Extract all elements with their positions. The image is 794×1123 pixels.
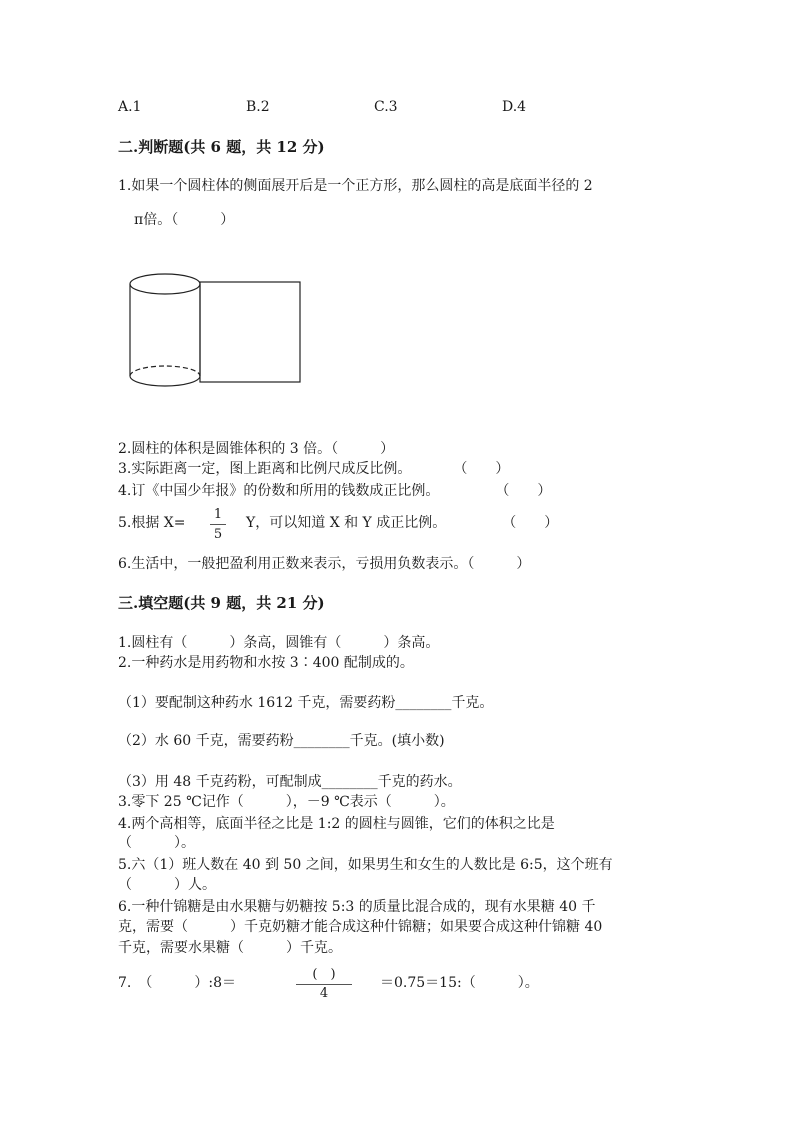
- s2-q5-fraction-bar: [210, 524, 226, 525]
- option-c: C.3: [374, 99, 398, 115]
- s3-q1: 1.圆柱有（ ）条高，圆锥有（ ）条高。: [118, 635, 440, 651]
- s3-q2-2: （2）水 60 千克，需要药粉________千克。(填小数): [118, 733, 445, 749]
- s3-q5-line1: 5.六（1）班人数在 40 到 50 之间，如果男生和女生的人数比是 6:5，这个班有: [118, 857, 613, 873]
- s2-q3: 3.实际距离一定，图上距离和比例尺成反比例。 （ ）: [118, 461, 510, 477]
- s2-q6: 6.生活中，一般把盈利用正数来表示，亏损用负数表示。（ ）: [118, 556, 531, 572]
- s2-q5-prefix: 5.根据 X=: [118, 515, 186, 531]
- section3-title: 三.填空题(共 9 题，共 21 分): [118, 594, 325, 612]
- s2-q5-fraction-denominator: 5: [213, 527, 223, 542]
- s3-q2: 2.一种药水是用药物和水按 3∶400 配制成的。: [118, 655, 414, 671]
- s3-q5-line2: （ ）人。: [118, 877, 216, 893]
- s3-q7-fraction-denominator: 4: [319, 986, 329, 1001]
- s3-q4-line1: 4.两个高相等，底面半径之比是 1:2 的圆柱与圆锥，它们的体积之比是: [118, 816, 555, 832]
- s3-q7-prefix: 7. （ ）:8＝: [118, 975, 236, 991]
- s2-q4: 4.订《中国少年报》的份数和所用的钱数成正比例。 （ ）: [118, 483, 552, 499]
- s2-q2: 2.圆柱的体积是圆锥体积的 3 倍。（ ）: [118, 441, 395, 457]
- option-a: A.1: [118, 99, 142, 115]
- s3-q7-suffix: ＝0.75＝15:（ ）。: [380, 975, 539, 991]
- s2-q1-line1: 1.如果一个圆柱体的侧面展开后是一个正方形，那么圆柱的高是底面半径的 2: [118, 178, 593, 194]
- section2-title: 二.判断题(共 6 题，共 12 分): [118, 138, 325, 156]
- s3-q7-fraction-numerator: ( ): [312, 967, 336, 982]
- s3-q7-fraction-bar: [296, 984, 352, 985]
- s3-q6-line1: 6.一种什锦糖是由水果糖与奶糖按 5:3 的质量比混合成的，现有水果糖 40 千: [118, 899, 596, 915]
- s3-q6-line3: 千克，需要水果糖（ ）千克。: [118, 940, 342, 956]
- option-d: D.4: [502, 99, 527, 115]
- s3-q6-line2: 克，需要（ ）千克奶糖才能合成这种什锦糖；如果要合成这种什锦糖 40: [118, 919, 603, 935]
- option-b: B.2: [246, 99, 270, 115]
- s3-q2-3: （3）用 48 千克药粉，可配制成________千克的药水。: [118, 774, 462, 790]
- s3-q2-1: （1）要配制这种药水 1612 千克，需要药粉________千克。: [118, 695, 494, 711]
- s2-q5-suffix: Y，可以知道 X 和 Y 成正比例。 （ ）: [246, 515, 559, 531]
- s3-q3: 3.零下 25 ℃记作（ ），－9 ℃表示（ ）。: [118, 794, 455, 810]
- cylinder-unfold-figure: [125, 270, 305, 400]
- s2-q1-line2: π倍。（ ）: [134, 212, 235, 228]
- s2-q5-fraction-numerator: 1: [213, 507, 223, 522]
- s3-q4-line2: （ ）。: [118, 835, 195, 851]
